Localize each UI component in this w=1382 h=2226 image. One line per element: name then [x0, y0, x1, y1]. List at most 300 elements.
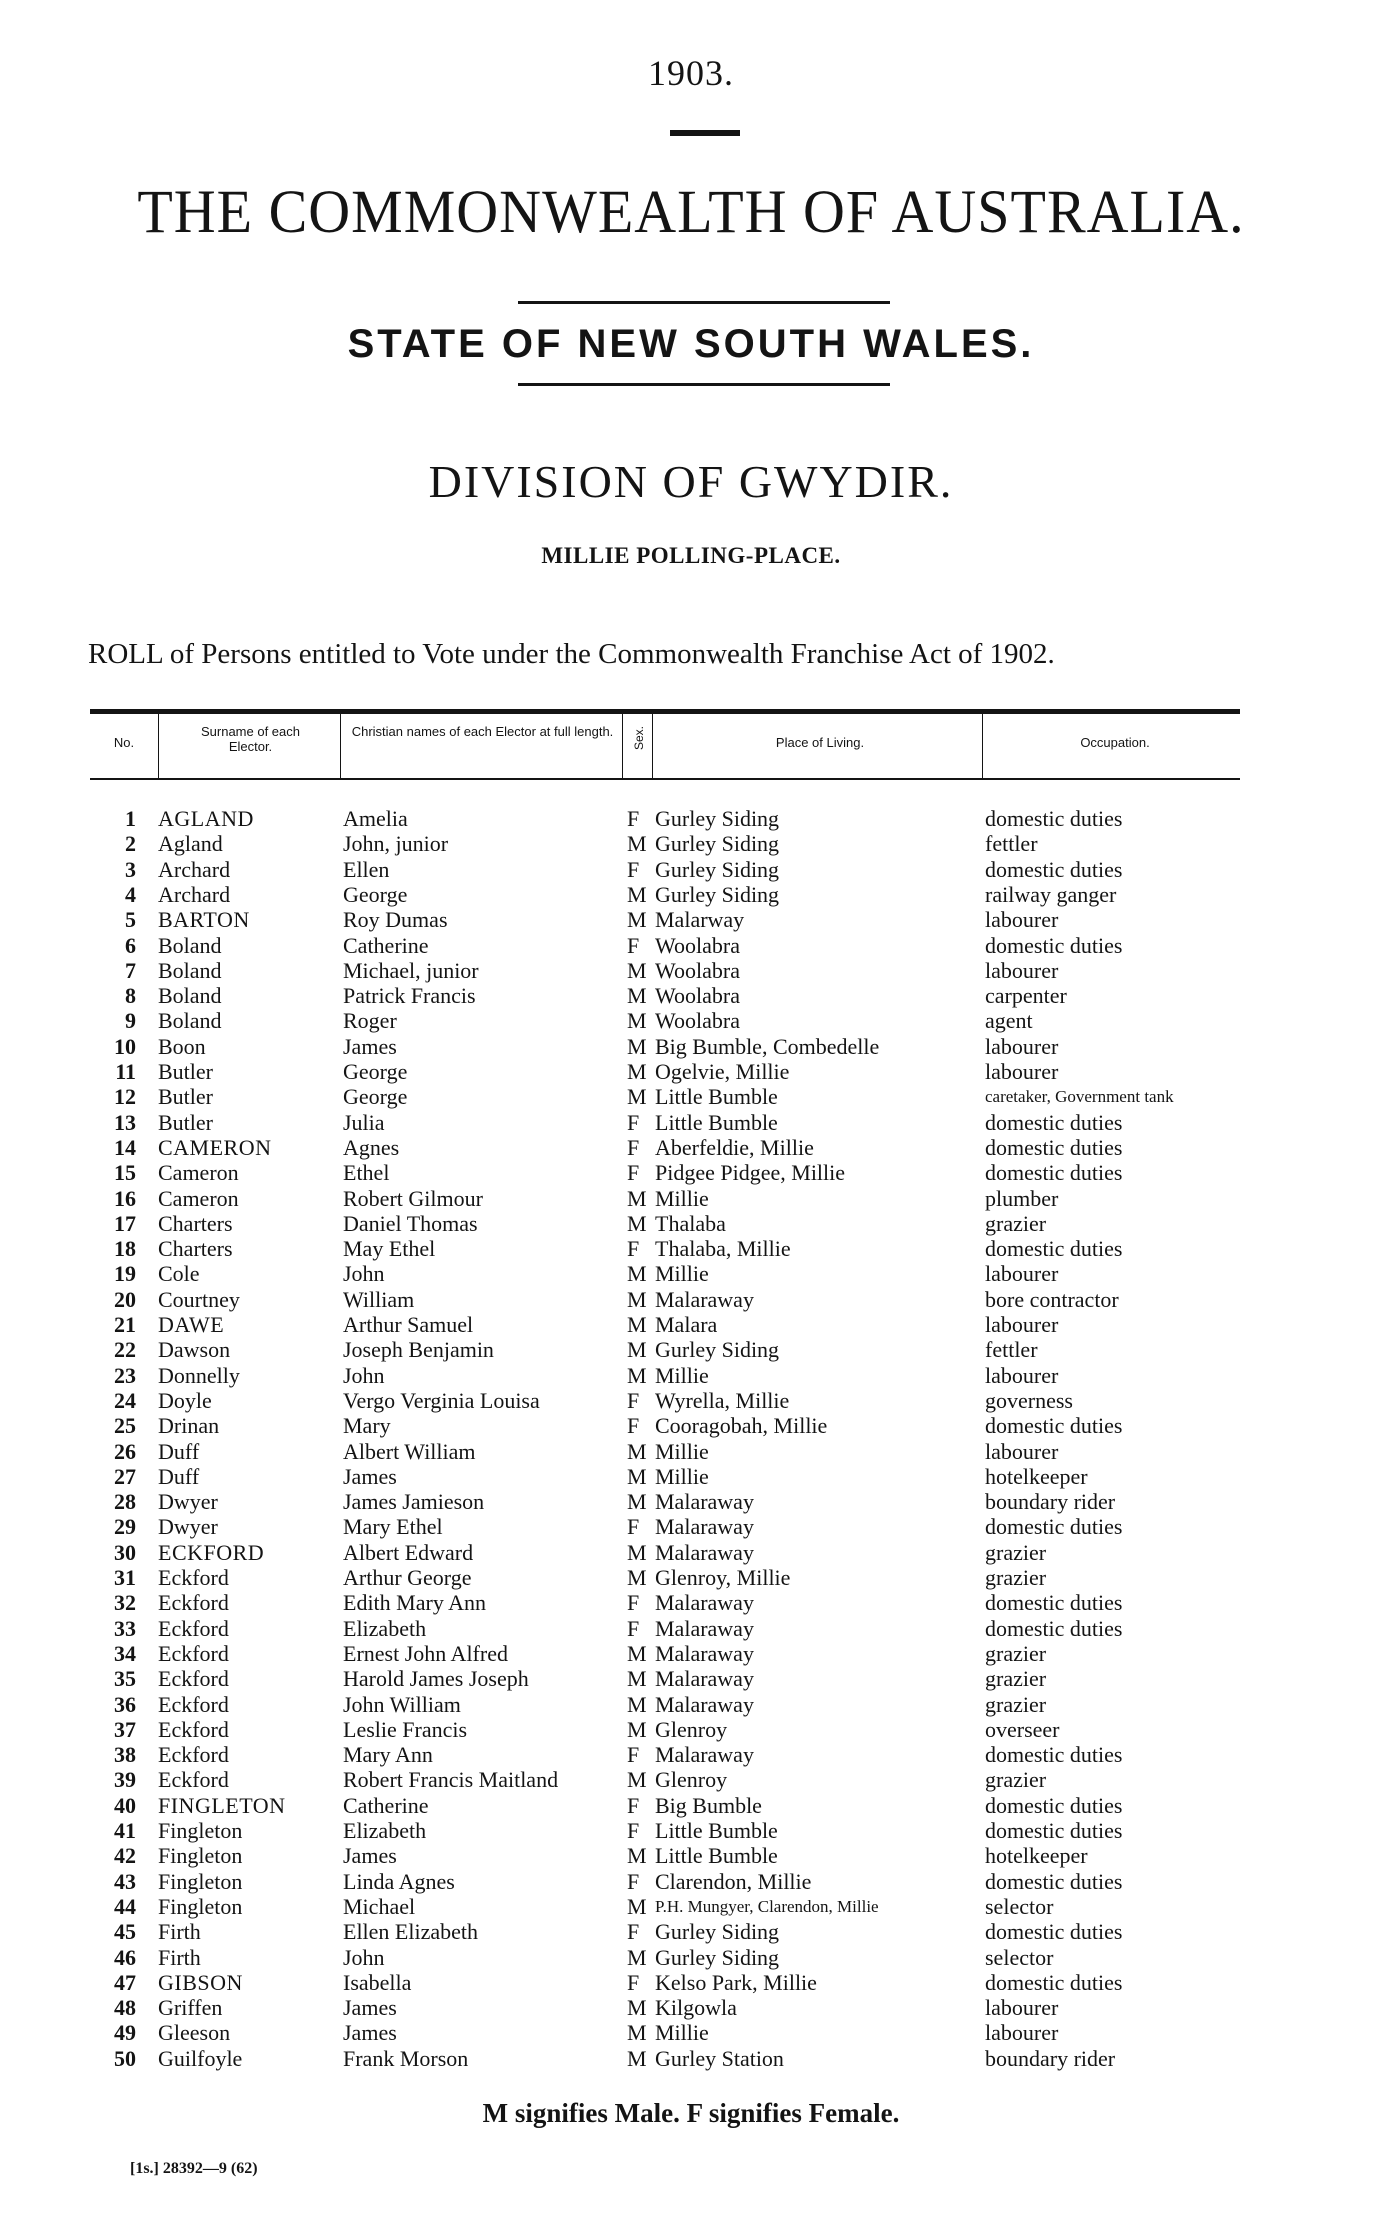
elector-sex: M — [627, 1666, 647, 1692]
header-surname: Surname of each Elector. — [200, 724, 300, 754]
elector-sex: F — [627, 1236, 640, 1262]
row-number: 12 — [114, 1084, 136, 1110]
elector-occupation: grazier — [985, 1666, 1047, 1692]
elector-place: Little Bumble — [655, 1843, 778, 1869]
table-row — [0, 2046, 1382, 2071]
elector-occupation: domestic duties — [985, 1792, 1123, 1818]
elector-place: Malaraway — [655, 1489, 754, 1515]
table-row — [0, 1439, 1382, 1464]
elector-place: Gurley Siding — [655, 806, 780, 831]
row-number: 41 — [114, 1818, 136, 1843]
table-row — [0, 1186, 1382, 1211]
elector-surname: Eckford — [158, 1691, 229, 1717]
elector-christian-names: John — [343, 1362, 385, 1388]
row-number: 21 — [114, 1312, 136, 1337]
elector-place: Big Bumble — [655, 1792, 762, 1818]
elector-sex: M — [627, 1286, 647, 1312]
row-number: 5 — [125, 907, 136, 933]
elector-occupation: labourer — [985, 1059, 1059, 1084]
elector-occupation: selector — [985, 1944, 1054, 1970]
elector-occupation: domestic duties — [985, 1514, 1123, 1540]
elector-surname: Dwyer — [158, 1489, 218, 1515]
rule-divider — [670, 130, 740, 136]
elector-sex: M — [627, 1640, 647, 1666]
elector-surname: Boon — [158, 1033, 206, 1059]
elector-christian-names: Roy Dumas — [343, 907, 448, 933]
table-row — [0, 1717, 1382, 1742]
elector-sex: F — [627, 1590, 640, 1616]
elector-christian-names: Joseph Benjamin — [343, 1337, 494, 1363]
elector-occupation: selector — [985, 1893, 1054, 1919]
rule-divider — [518, 301, 890, 304]
row-number: 23 — [114, 1362, 136, 1388]
row-number: 44 — [114, 1893, 136, 1919]
elector-sex: M — [627, 1033, 647, 1059]
elector-christian-names: Amelia — [343, 806, 408, 831]
elector-christian-names: James — [343, 2020, 397, 2046]
elector-place: Little Bumble — [655, 1818, 778, 1843]
elector-occupation: grazier — [985, 1539, 1047, 1565]
row-number: 10 — [114, 1033, 136, 1059]
row-number: 33 — [114, 1615, 136, 1641]
table-row — [0, 1818, 1382, 1843]
row-number: 14 — [114, 1134, 136, 1160]
elector-surname: DAWE — [158, 1312, 225, 1337]
table-row — [0, 857, 1382, 882]
elector-christian-names: Robert Gilmour — [343, 1185, 483, 1211]
row-number: 28 — [114, 1489, 136, 1515]
elector-christian-names: Albert Edward — [343, 1539, 474, 1565]
elector-sex: F — [627, 1868, 640, 1894]
table-row — [0, 1059, 1382, 1084]
elector-sex: M — [627, 1438, 647, 1464]
elector-surname: Fingleton — [158, 1818, 243, 1843]
table-row — [0, 1970, 1382, 1995]
elector-christian-names: James — [343, 1033, 397, 1059]
elector-sex: F — [627, 1160, 640, 1186]
elector-christian-names: Arthur Samuel — [343, 1312, 474, 1337]
elector-christian-names: George — [343, 881, 408, 907]
elector-place: Thalaba — [655, 1210, 726, 1236]
elector-occupation: domestic duties — [985, 1818, 1123, 1843]
elector-christian-names: Ellen — [343, 856, 390, 882]
row-number: 35 — [114, 1666, 136, 1692]
elector-occupation: grazier — [985, 1767, 1047, 1793]
elector-place: Ogelvie, Millie — [655, 1059, 790, 1084]
row-number: 43 — [114, 1868, 136, 1894]
row-number: 8 — [125, 983, 136, 1009]
column-divider — [982, 712, 983, 780]
table-row — [0, 1767, 1382, 1792]
elector-place: Woolabra — [655, 932, 740, 958]
elector-occupation: bore contractor — [985, 1286, 1119, 1312]
header-occupation: Occupation. — [1080, 735, 1150, 750]
elector-place: Malaraway — [655, 1691, 754, 1717]
elector-occupation: labourer — [985, 1261, 1059, 1287]
elector-place: Glenroy, Millie — [655, 1565, 791, 1590]
elector-surname: BARTON — [158, 907, 250, 933]
elector-christian-names: Isabella — [343, 1969, 412, 1995]
elector-surname: Eckford — [158, 1590, 229, 1616]
elector-sex: M — [627, 2045, 647, 2071]
elector-sex: M — [627, 1337, 647, 1363]
elector-surname: Fingleton — [158, 1893, 243, 1919]
elector-occupation: railway ganger — [985, 881, 1117, 907]
elector-surname: Eckford — [158, 1565, 229, 1590]
elector-sex: F — [627, 1413, 640, 1439]
elector-christian-names: Michael — [343, 1893, 416, 1919]
elector-surname: Gleeson — [158, 2020, 231, 2046]
table-row — [0, 1945, 1382, 1970]
elector-christian-names: Agnes — [343, 1134, 400, 1160]
elector-occupation: domestic duties — [985, 1615, 1123, 1641]
elector-place: Kilgowla — [655, 1995, 737, 2021]
elector-place: Millie — [655, 2020, 709, 2046]
elector-place: Glenroy — [655, 1716, 728, 1742]
elector-sex: F — [627, 806, 640, 831]
elector-christian-names: Catherine — [343, 932, 429, 958]
row-number: 37 — [114, 1716, 136, 1742]
elector-place: Malaraway — [655, 1286, 754, 1312]
elector-sex: M — [627, 983, 647, 1009]
table-row — [0, 1616, 1382, 1641]
elector-occupation: labourer — [985, 907, 1059, 933]
elector-sex: M — [627, 1565, 647, 1590]
elector-place: Woolabra — [655, 1008, 740, 1034]
elector-surname: Agland — [158, 831, 223, 857]
row-number: 42 — [114, 1843, 136, 1869]
elector-place: Malaraway — [655, 1742, 754, 1768]
table-row — [0, 831, 1382, 856]
row-number: 2 — [125, 831, 136, 857]
elector-occupation: hotelkeeper — [985, 1463, 1088, 1489]
elector-surname: Cameron — [158, 1185, 239, 1211]
column-divider — [340, 712, 341, 780]
row-number: 49 — [114, 2020, 136, 2046]
table-row — [0, 1236, 1382, 1261]
elector-surname: Boland — [158, 1008, 222, 1034]
row-number: 27 — [114, 1463, 136, 1489]
row-number: 4 — [125, 881, 136, 907]
elector-surname: Firth — [158, 1944, 201, 1970]
elector-surname: Firth — [158, 1919, 201, 1945]
elector-surname: AGLAND — [158, 806, 254, 831]
elector-place: Malara — [655, 1312, 718, 1337]
elector-surname: Butler — [158, 1109, 213, 1135]
elector-christian-names: James — [343, 1995, 397, 2021]
table-row — [0, 1590, 1382, 1615]
row-number: 15 — [114, 1160, 136, 1186]
header-christian-names: Christian names of each Elector at full length. — [351, 724, 614, 739]
table-row — [0, 1514, 1382, 1539]
elector-sex: F — [627, 1919, 640, 1945]
row-number: 25 — [114, 1413, 136, 1439]
elector-occupation: domestic duties — [985, 1919, 1123, 1945]
table-row — [0, 1843, 1382, 1868]
elector-sex: F — [627, 1818, 640, 1843]
elector-christian-names: Mary Ann — [343, 1742, 433, 1768]
elector-surname: Dawson — [158, 1337, 231, 1363]
elector-occupation: boundary rider — [985, 2045, 1116, 2071]
elector-occupation: fettler — [985, 1337, 1038, 1363]
elector-sex: F — [627, 1109, 640, 1135]
row-number: 6 — [125, 932, 136, 958]
table-row — [0, 1034, 1382, 1059]
table-row — [0, 933, 1382, 958]
elector-sex: M — [627, 1185, 647, 1211]
elector-occupation: domestic duties — [985, 1236, 1123, 1262]
row-number: 36 — [114, 1691, 136, 1717]
elector-christian-names: Albert William — [343, 1438, 476, 1464]
elector-place: Millie — [655, 1438, 709, 1464]
elector-surname: FINGLETON — [158, 1792, 286, 1818]
table-header-top-rule — [90, 709, 1240, 714]
row-number: 3 — [125, 856, 136, 882]
elector-sex: M — [627, 1893, 647, 1919]
elector-surname: Eckford — [158, 1615, 229, 1641]
elector-occupation: hotelkeeper — [985, 1843, 1088, 1869]
elector-place: Millie — [655, 1185, 709, 1211]
elector-sex: F — [627, 1792, 640, 1818]
row-number: 48 — [114, 1995, 136, 2021]
row-number: 22 — [114, 1337, 136, 1363]
row-number: 45 — [114, 1919, 136, 1945]
elector-place: Wyrella, Millie — [655, 1387, 790, 1413]
elector-occupation: fettler — [985, 831, 1038, 857]
elector-place: Aberfeldie, Millie — [655, 1134, 814, 1160]
elector-sex: F — [627, 1514, 640, 1540]
elector-christian-names: Daniel Thomas — [343, 1210, 478, 1236]
elector-sex: F — [627, 1134, 640, 1160]
elector-occupation: labourer — [985, 957, 1059, 983]
state-heading: STATE OF NEW SOUTH WALES. — [347, 322, 1035, 366]
elector-sex: M — [627, 1767, 647, 1793]
elector-place: Malaraway — [655, 1590, 754, 1616]
elector-sex: M — [627, 1539, 647, 1565]
table-row — [0, 1337, 1382, 1362]
elector-occupation: domestic duties — [985, 856, 1123, 882]
elector-surname: Charters — [158, 1236, 233, 1262]
elector-sex: M — [627, 1463, 647, 1489]
row-number: 16 — [114, 1185, 136, 1211]
elector-surname: ECKFORD — [158, 1539, 265, 1565]
table-row — [0, 1869, 1382, 1894]
table-row — [0, 1489, 1382, 1514]
table-row — [0, 1666, 1382, 1691]
table-row — [0, 1692, 1382, 1717]
table-row — [0, 907, 1382, 932]
elector-christian-names: James — [343, 1463, 397, 1489]
elector-place: Gurley Siding — [655, 831, 780, 857]
elector-occupation: overseer — [985, 1716, 1060, 1742]
elector-occupation: grazier — [985, 1691, 1047, 1717]
row-number: 50 — [114, 2045, 136, 2071]
elector-place: Little Bumble — [655, 1084, 778, 1110]
elector-sex: F — [627, 856, 640, 882]
rule-divider — [518, 383, 890, 386]
table-row — [0, 1084, 1382, 1109]
elector-christian-names: Patrick Francis — [343, 983, 476, 1009]
elector-occupation: labourer — [985, 1362, 1059, 1388]
elector-occupation: grazier — [985, 1640, 1047, 1666]
row-number: 38 — [114, 1742, 136, 1768]
elector-place: Malarway — [655, 907, 745, 933]
elector-occupation: domestic duties — [985, 1742, 1123, 1768]
elector-occupation: caretaker, Government tank — [985, 1087, 1174, 1107]
row-number: 46 — [114, 1944, 136, 1970]
elector-sex: M — [627, 1261, 647, 1287]
row-number: 29 — [114, 1514, 136, 1540]
elector-christian-names: Robert Francis Maitland — [343, 1767, 559, 1793]
elector-sex: M — [627, 2020, 647, 2046]
elector-sex: M — [627, 1843, 647, 1869]
elector-occupation: domestic duties — [985, 1868, 1123, 1894]
elector-sex: M — [627, 1210, 647, 1236]
elector-occupation: domestic duties — [985, 1590, 1123, 1616]
header-place: Place of Living. — [775, 735, 865, 750]
table-row — [0, 1135, 1382, 1160]
elector-christian-names: John, junior — [343, 831, 449, 857]
elector-occupation: labourer — [985, 1995, 1059, 2021]
elector-occupation: boundary rider — [985, 1489, 1116, 1515]
table-row — [0, 1995, 1382, 2020]
elector-place: Clarendon, Millie — [655, 1868, 812, 1894]
elector-place: Gurley Siding — [655, 1944, 780, 1970]
elector-occupation: agent — [985, 1008, 1033, 1034]
elector-surname: Butler — [158, 1059, 213, 1084]
elector-surname: Fingleton — [158, 1868, 243, 1894]
elector-christian-names: Mary Ethel — [343, 1514, 443, 1540]
elector-surname: Eckford — [158, 1742, 229, 1768]
row-number: 32 — [114, 1590, 136, 1616]
elector-occupation: plumber — [985, 1185, 1059, 1211]
elector-place: Glenroy — [655, 1767, 728, 1793]
elector-surname: Donnelly — [158, 1362, 240, 1388]
elector-surname: Eckford — [158, 1640, 229, 1666]
table-row — [0, 1894, 1382, 1919]
elector-christian-names: Frank Morson — [343, 2045, 469, 2071]
elector-occupation: grazier — [985, 1565, 1047, 1590]
row-number: 30 — [114, 1539, 136, 1565]
row-number: 40 — [114, 1792, 136, 1818]
elector-place: Millie — [655, 1362, 709, 1388]
header-no: No. — [113, 735, 135, 750]
elector-sex: M — [627, 1995, 647, 2021]
table-row — [0, 1464, 1382, 1489]
elector-occupation: labourer — [985, 2020, 1059, 2046]
elector-surname: Drinan — [158, 1413, 220, 1439]
elector-surname: Eckford — [158, 1666, 229, 1692]
elector-place: Gurley Station — [655, 2045, 784, 2071]
elector-occupation: grazier — [985, 1210, 1047, 1236]
elector-place: Woolabra — [655, 983, 740, 1009]
table-row — [0, 958, 1382, 983]
elector-christian-names: Elizabeth — [343, 1615, 427, 1641]
print-reference: [1s.] 28392—9 (62) — [130, 2160, 258, 2177]
elector-place: Pidgee Pidgee, Millie — [655, 1160, 846, 1186]
elector-surname: Eckford — [158, 1716, 229, 1742]
table-row — [0, 1363, 1382, 1388]
table-row — [0, 1565, 1382, 1590]
elector-place: Malaraway — [655, 1640, 754, 1666]
row-number: 26 — [114, 1438, 136, 1464]
table-row — [0, 1919, 1382, 1944]
elector-sex: M — [627, 1489, 647, 1515]
elector-sex: M — [627, 1059, 647, 1084]
table-row — [0, 1742, 1382, 1767]
elector-place: Malaraway — [655, 1539, 754, 1565]
table-row — [0, 1211, 1382, 1236]
table-header-bottom-rule — [90, 778, 1240, 780]
elector-surname: Guilfoyle — [158, 2045, 243, 2071]
elector-sex: F — [627, 1969, 640, 1995]
table-row — [0, 1287, 1382, 1312]
elector-christian-names: James Jamieson — [343, 1489, 485, 1515]
row-number: 18 — [114, 1236, 136, 1262]
elector-place: Millie — [655, 1463, 709, 1489]
elector-occupation: domestic duties — [985, 932, 1123, 958]
elector-surname: Archard — [158, 881, 231, 907]
table-row — [0, 1641, 1382, 1666]
column-divider — [622, 712, 623, 780]
table-row — [0, 2020, 1382, 2045]
elector-surname: Courtney — [158, 1286, 240, 1312]
elector-place: Big Bumble, Combedelle — [655, 1033, 880, 1059]
elector-surname: Griffen — [158, 1995, 223, 2021]
elector-surname: Fingleton — [158, 1843, 243, 1869]
elector-place: Gurley Siding — [655, 1337, 780, 1363]
table-row — [0, 1008, 1382, 1033]
table-row — [0, 983, 1382, 1008]
row-number: 13 — [114, 1109, 136, 1135]
elector-christian-names: Ethel — [343, 1160, 390, 1186]
table-row — [0, 1160, 1382, 1185]
row-number: 31 — [114, 1565, 136, 1590]
division-heading: DIVISION OF GWYDIR. — [428, 456, 954, 507]
table-row — [0, 806, 1382, 831]
table-row — [0, 1793, 1382, 1818]
elector-place: Gurley Siding — [655, 1919, 780, 1945]
elector-place: Malaraway — [655, 1666, 754, 1692]
elector-sex: M — [627, 1716, 647, 1742]
elector-christian-names: Roger — [343, 1008, 397, 1034]
elector-place: Kelso Park, Millie — [655, 1969, 817, 1995]
elector-occupation: domestic duties — [985, 1413, 1123, 1439]
table-row — [0, 1413, 1382, 1438]
elector-surname: Cameron — [158, 1160, 239, 1186]
elector-occupation: domestic duties — [985, 1969, 1123, 1995]
elector-occupation: domestic duties — [985, 1109, 1123, 1135]
row-number: 11 — [115, 1059, 136, 1084]
elector-surname: Charters — [158, 1210, 233, 1236]
elector-sex: F — [627, 932, 640, 958]
elector-surname: Dwyer — [158, 1514, 218, 1540]
elector-surname: Duff — [158, 1463, 200, 1489]
row-number: 7 — [125, 957, 136, 983]
elector-sex: M — [627, 1008, 647, 1034]
elector-christian-names: May Ethel — [343, 1236, 436, 1262]
elector-occupation: domestic duties — [985, 1134, 1123, 1160]
sex-legend: M signifies Male. F signifies Female. — [482, 2098, 900, 2128]
elector-surname: Doyle — [158, 1387, 212, 1413]
elector-sex: M — [627, 1944, 647, 1970]
elector-christian-names: James — [343, 1843, 397, 1869]
elector-sex: F — [627, 1387, 640, 1413]
elector-surname: Duff — [158, 1438, 200, 1464]
elector-sex: M — [627, 1084, 647, 1110]
row-number: 9 — [125, 1008, 136, 1034]
elector-place: Gurley Siding — [655, 856, 780, 882]
